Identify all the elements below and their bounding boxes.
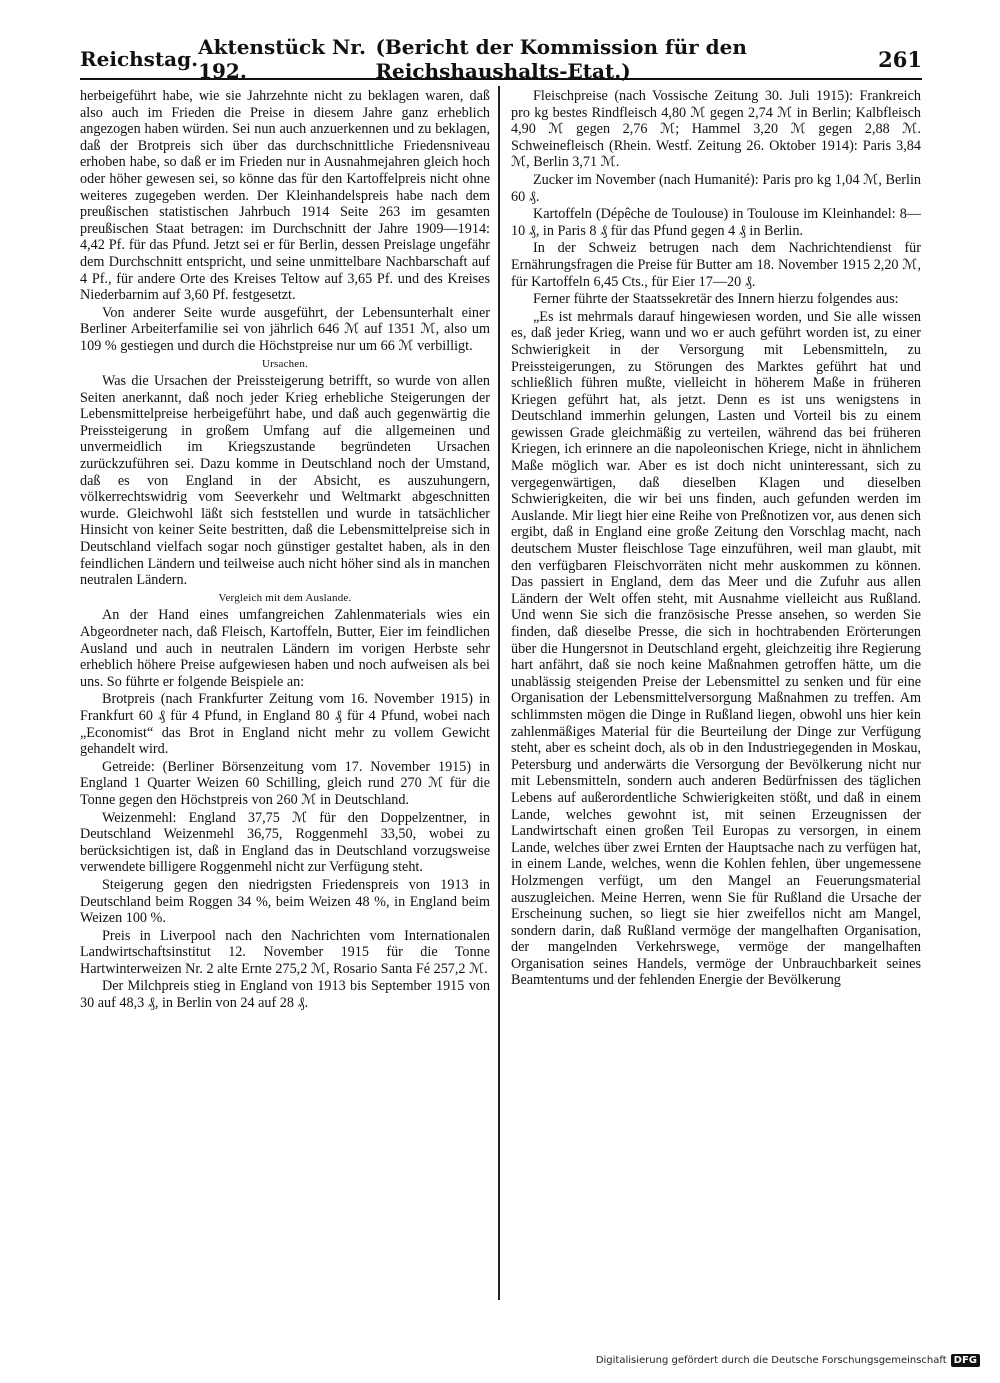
header-left: Reichstag. (80, 47, 199, 71)
paragraph: Was die Ursachen der Preissteigerung betrifft, so wurde von allen Seiten anerkannt, daß noch jeder Krieg erhebliche Steigerungen der Lebensmittelpreise herbeigeführt habe, und daß auch gegenwärtig die Preissteigerung in großem Umfang auf die allgemeinen und unvermeidlich im Kriegszustande begründeten Ursachen zurückzuführen sei. Dazu komme in Deutschland noch der Umstand, daß es von England in der Absicht, es auszuhungern, völkerrechtswidrig vom Seeverkehr und Weltmarkt abgeschnitten wurde. Gleichwohl läßt sich feststellen und wurde in tatsächlicher Hinsicht von keiner Seite bestritten, daß die Lebensmittelpreise sich in Deutschland vielfach sogar noch günstiger gestaltet haben, als in den feindlichen Ländern und teilweise auch nicht höher sind als in manchen neutralen Ländern. (80, 373, 490, 589)
footer-text: Digitalisierung gefördert durch die Deutsche Forschungsgemeinschaft (595, 1355, 947, 1366)
paragraph: Der Milchpreis stieg in England von 1913 bis September 1915 von 30 auf 48,3 ₰, in Berlin von 24 auf 28 ₰. (80, 978, 490, 1012)
paragraph: An der Hand eines umfangreichen Zahlenmaterials wies ein Abgeordneter nach, daß Fleisch, Kartoffeln, Butter, Eier im feindlichen Ausland und auch in neutralen Ländern im vorigen Herbste sehr erheblich höhere Preise aufgewiesen haben und noch aufweisen als bei uns. So führte er folgende Beispiele an: (80, 607, 490, 690)
paragraph: In der Schweiz betrugen nach dem Nachrichtendienst für Ernährungsfragen die Preise für Butter am 18. November 1915 2,20 ℳ, für Kartoffeln 6,45 Cts., für Eier 17—20 ₰. (511, 240, 921, 290)
section-heading: Ursachen. (261, 357, 309, 370)
section-heading: Vergleich mit dem Auslande. (218, 591, 352, 604)
paragraph: Getreide: (Berliner Börsenzeitung vom 17. November 1915) in England 1 Quarter Weizen 60 Schilling, gleich rund 270 ℳ für die Tonne gegen den Höchstpreis von 260 ℳ in Deutschland. (80, 758, 490, 808)
paragraph: Brotpreis (nach Frankfurter Zeitung vom 16. November 1915) in Frankfurt 60 ₰ für 4 Pfund, in England 80 ₰ für 4 Pfund, wobei nach „Economist“ das Brot in England nicht mehr zu vollem Gewicht gehandelt wird. (80, 691, 490, 758)
digitization-footer (596, 1354, 980, 1367)
paragraph: Von anderer Seite wurde ausgeführt, der Lebensunterhalt einer Berliner Arbeiterfamilie sei von jährlich 646 ℳ auf 1351 ℳ, also um 109 % gestiegen und durch die Höchstpreise nur um 66 ℳ verbilligt. (80, 304, 490, 354)
page-header (80, 35, 922, 83)
paragraph: Zucker im November (nach Humanité): Paris pro kg 1,04 ℳ, Berlin 60 ₰. (511, 171, 921, 205)
paragraph: Kartoffeln (Dépêche de Toulouse) in Toulouse im Kleinhandel: 8—10 ₰, in Paris 8 ₰ für das Pfund gegen 4 ₰ in Berlin. (511, 206, 921, 239)
paragraph: Preis in Liverpool nach den Nachrichten vom Internationalen Landwirtschaftsinstitut 12. November 1915 für die Tonne Hartwinterweizen Nr. 2 alte Ernte 275,2 ℳ, Rosario Santa Fé 257,2 ℳ. (80, 927, 490, 977)
paragraph: „Es ist mehrmals darauf hingewiesen worden, und Sie alle wissen es, daß jeder Krieg, wann und wo er auch geführt worden ist, zu einer Schwierigkeit in der Versorgung mit Lebensmitteln, zu Preissteigerungen, zu Störungen des Marktes geführt hat und schließlich führen mußte, vielleicht in höherem Maße in früheren Kriegen geführt hat, als jetzt. Denn es ist uns wenigstens in Deutschland immerhin gelungen, Lasten und Vorteil bis zu einem gewissen Grade gleichmäßig zu verteilen, während das bei früheren Kriegen, ich erinnere an die napoleonischen Kriege, nicht in ähnlichem Maße möglich war. Aber es ist doch nicht uninteressant, sich zu vergegenwärtigen, daß dieselben Klagen und dieselben Schwierigkeiten, die wir bei uns finden, auch gefunden werden im Auslande. Mir liegt hier eine Reihe von Preßnotizen vor, aus denen sich ergibt, daß in England eine große Zeitung den Vorschlag macht, nach deutschem Muster fleischlose Tage einzuführen, weil man glaubt, mit den verfügbaren Fleischvorräten nicht mehr auskommen zu können. Das passiert in England, dem das Meer und die Zufuhr aus allen Ländern der Welt offen steht, mit Ausnahme vielleicht aus Rußland. Und wenn Sie sich die französische Presse ansehen, so werden Sie finden, daß dieselbe Presse, die sich in hochtrabenden Erörterungen über die Hungersnot in Deutschland ergeht, gleichzeitig ihre Regierung hart anfährt, daß sie noch keine Maßnahmen getroffen hätte, um die unablässig steigenden Preise der Lebensmittel zu senken und für eine Organisation der Lebensmittelversorgung Maßnahmen zu treffen. Am schlimmsten mögen die Dinge in Rußland liegen, obwohl uns hier kein zahlenmäßiges Material für die Beurteilung der Dinge zur Verfügung steht, aber es scheint doch, als ob in den Industriegegenden in Moskau, Petersburg und anderwärts die Versorgung der Bevölkerung nicht nur mit Lebensmitteln, sondern auch anderen Bedürfnissen des täglichen Lebens auf außerordentliche Schwierigkeiten stößt, und daß in einem Lande, welches gewohnt ist, mit seinen Erzeugnissen der Landwirtschaft einen großen Teil Europas zu versorgen, in einem Lande, welches über zwei Ernten der Hauptsache nach zu verfügen hat, in einem Lande, welches, wenn die Kohlen fehlen, über ungemessene Holzmengen verfügt, um den Mangel an Feuerungsmaterial auszugleichen. Meine Herren, wenn Sie für Rußland die Ursache der Erscheinung suchen, so liegt sie hier zweifellos nicht am Mangel, sondern darin, daß Rußland vermöge der mangelhaften Organisation, der mangelnden Verkehrswege, vermöge der mangelhaften Organisation seines Handels, vermöge der Unbrauchbarkeit seines Beamtentums und der fehlenden Energie der Bevölkerung (511, 308, 921, 989)
header-right: (Bericht der Kommission für den Reichshaushalts-Etat.) (375, 35, 747, 83)
paragraph: herbeigeführt habe, wie sie Jahrzehnte nicht zu beklagen waren, daß also auch im Frieden die Preise in diesem Jahre ganz erheblich angezogen haben würden. Sei nun auch anzuerkennen und zu beklagen, daß der Brotpreis sich über das durchschnittliche Friedensniveau erhoben habe, so daß er im Frieden nur in Ausnahmejahren gleich hoch oder höher gewesen sei, so könne das für den Kartoffelpreis nicht ohne weiteres zugegeben werden. Der Kleinhandelspreis habe nach dem preußischen statistischen Jahrbuch 1914 Seite 263 im gesamten preußischen Staat betragen: im Durchschnitt der Jahre 1909—1914: 4,42 Pf. für das Pfund. Jetzt sei er für Berlin, dessen Preislage ungefähr dem Durchschnitt entspricht, und seine unmittelbare Nachbarschaft auf 4 Pf., für andere Orte des Kreises Teltow auf 3,65 Pf. und des Kreises Niederbarnim auf 3,60 Pf. festgesetzt. (80, 88, 490, 304)
right-column (511, 88, 921, 1298)
paragraph: Ferner führte der Staatssekretär des Innern hierzu folgendes aus: (533, 291, 899, 308)
column-divider (498, 86, 500, 1300)
paragraph: Fleischpreise (nach Vossische Zeitung 30. Juli 1915): Frankreich pro kg bestes Rindfleisch 4,80 ℳ gegen 2,74 ℳ in Berlin; Kalbfleisch 4,90 ℳ gegen 2,76 ℳ; Hammel 3,20 ℳ gegen 2,88 ℳ. Schweinefleisch (Rhein. Westf. Zeitung 26. Oktober 1914): Paris 3,84 ℳ, Berlin 3,71 ℳ. (511, 88, 921, 171)
paragraph: Steigerung gegen den niedrigsten Friedenspreis von 1913 in Deutschland beim Roggen 34 %, beim Weizen 48 %, in England beim Weizen 100 %. (80, 876, 490, 927)
left-column (80, 88, 490, 1298)
page-number: 261 (878, 46, 922, 72)
paragraph: Weizenmehl: England 37,75 ℳ für den Doppelzentner, in Deutschland Weizenmehl 36,75, Roggenmehl 33,50, wobei zu berücksichtigen ist, daß in England das in Deutschland vorzugsweise verwendete billigere Roggenmehl nicht zur Verfügung steht. (80, 809, 490, 876)
dfg-logo: DFG (951, 1354, 980, 1367)
header-middle: Aktenstück Nr. 192. (198, 35, 366, 83)
